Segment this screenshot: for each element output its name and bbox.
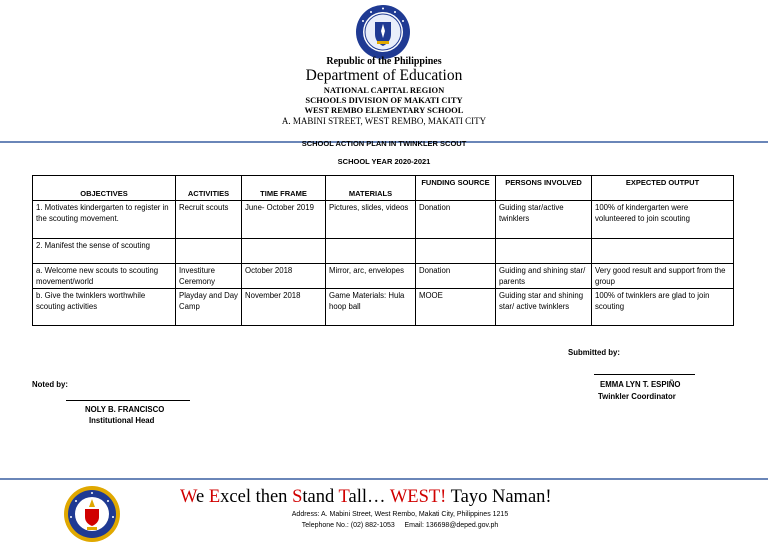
action-plan-table [32,175,734,326]
table-cell: 100% of kindergarten were volunteered to join scouting [592,201,734,239]
table-cell: Donation [416,201,496,239]
table-cell [416,239,496,264]
noter-role: Institutional Head [89,416,155,425]
republic-heading: Republic of the Philippines [326,56,442,67]
footer-contact: Telephone No.: (02) 882-1053 Email: 136698@deped.gov.ph [301,522,499,529]
footer-address: Address: A. Mabini Street, West Rembo, Makati City, Philippines 1215 [291,511,509,518]
department-heading: Department of Education [305,67,463,84]
table-cell [242,239,326,264]
school-seal-logo [63,485,121,543]
table-row [33,264,734,289]
table-cell: Mirror, arc, envelopes [326,264,416,289]
motto-part: all… [348,487,390,507]
table-cell: October 2018 [242,264,326,289]
footer-divider [0,478,768,480]
table-cell: Pictures, slides, videos [326,201,416,239]
motto-part: S [292,487,303,507]
column-header: TIME FRAME [242,176,326,201]
table-cell [496,239,592,264]
submitted-signature-line [594,367,695,375]
column-header: MATERIALS [326,176,416,201]
table-cell: Guiding star/active twinklers [496,201,592,239]
deped-seal-logo [355,4,411,60]
motto-part: e [195,487,209,507]
table-cell [592,239,734,264]
noter-name: NOLY B. FRANCISCO [85,405,165,414]
submitter-role: Twinkler Coordinator [598,392,676,401]
motto-part: WEST! [389,487,447,507]
column-header: EXPECTED OUTPUT [592,176,734,201]
column-header: OBJECTIVES [33,176,176,201]
table-cell: June- October 2019 [242,201,326,239]
table-cell: 2. Manifest the sense of scouting [33,239,176,264]
column-header: ACTIVITIES [176,176,242,201]
school-address: A. MABINI STREET, WEST REMBO, MAKATI CITY [281,116,487,126]
table-cell: Very good result and support from the group [592,264,734,289]
motto-part: E [208,487,221,507]
motto-part: xcel then [220,487,293,507]
table-cell: Guiding and shining star/ parents [496,264,592,289]
motto-part: Tayo Naman! [446,487,552,507]
table-cell: Guiding star and shining star/ active twinklers [496,289,592,326]
division-heading: SCHOOLS DIVISION OF MAKATI CITY [305,95,463,105]
table-cell: Game Materials: Hula hoop ball [326,289,416,326]
school-year: SCHOOL YEAR 2020-2021 [337,157,431,166]
motto-part: T [338,487,349,507]
table-cell: a. Welcome new scouts to scouting movement/world [33,264,176,289]
table-cell: Playday and Day Camp [176,289,242,326]
column-header: PERSONS INVOLVED [496,176,592,201]
table-cell: MOOE [416,289,496,326]
table-cell [326,239,416,264]
table-cell: Donation [416,264,496,289]
table-row [33,201,734,239]
submitter-name: EMMA LYN T. ESPIÑO [600,380,681,389]
table-row [33,289,734,326]
table-cell: Investiture Ceremony [176,264,242,289]
table-cell: 1. Motivates kindergarten to register in the scouting movement. [33,201,176,239]
table-cell: 100% of twinklers are glad to join scouting [592,289,734,326]
region-heading: NATIONAL CAPITAL REGION [323,85,445,95]
table-cell: Recruit scouts [176,201,242,239]
table-row [33,239,734,264]
table-cell: November 2018 [242,289,326,326]
column-header: FUNDING SOURCE [416,176,496,201]
motto-part: W [180,487,196,507]
table-cell: b. Give the twinklers worthwhile scouting activities [33,289,176,326]
noted-signature-line [66,395,190,401]
school-motto [180,487,610,508]
school-heading: WEST REMBO ELEMENTARY SCHOOL [304,105,464,115]
noted-by-label: Noted by: [32,380,68,389]
submitted-by-label: Submitted by: [568,348,620,357]
document-title: SCHOOL ACTION PLAN IN TWINKLER SCOUT [301,139,467,148]
table-header-row [33,176,734,201]
motto-part: tand [302,487,339,507]
table-cell [176,239,242,264]
